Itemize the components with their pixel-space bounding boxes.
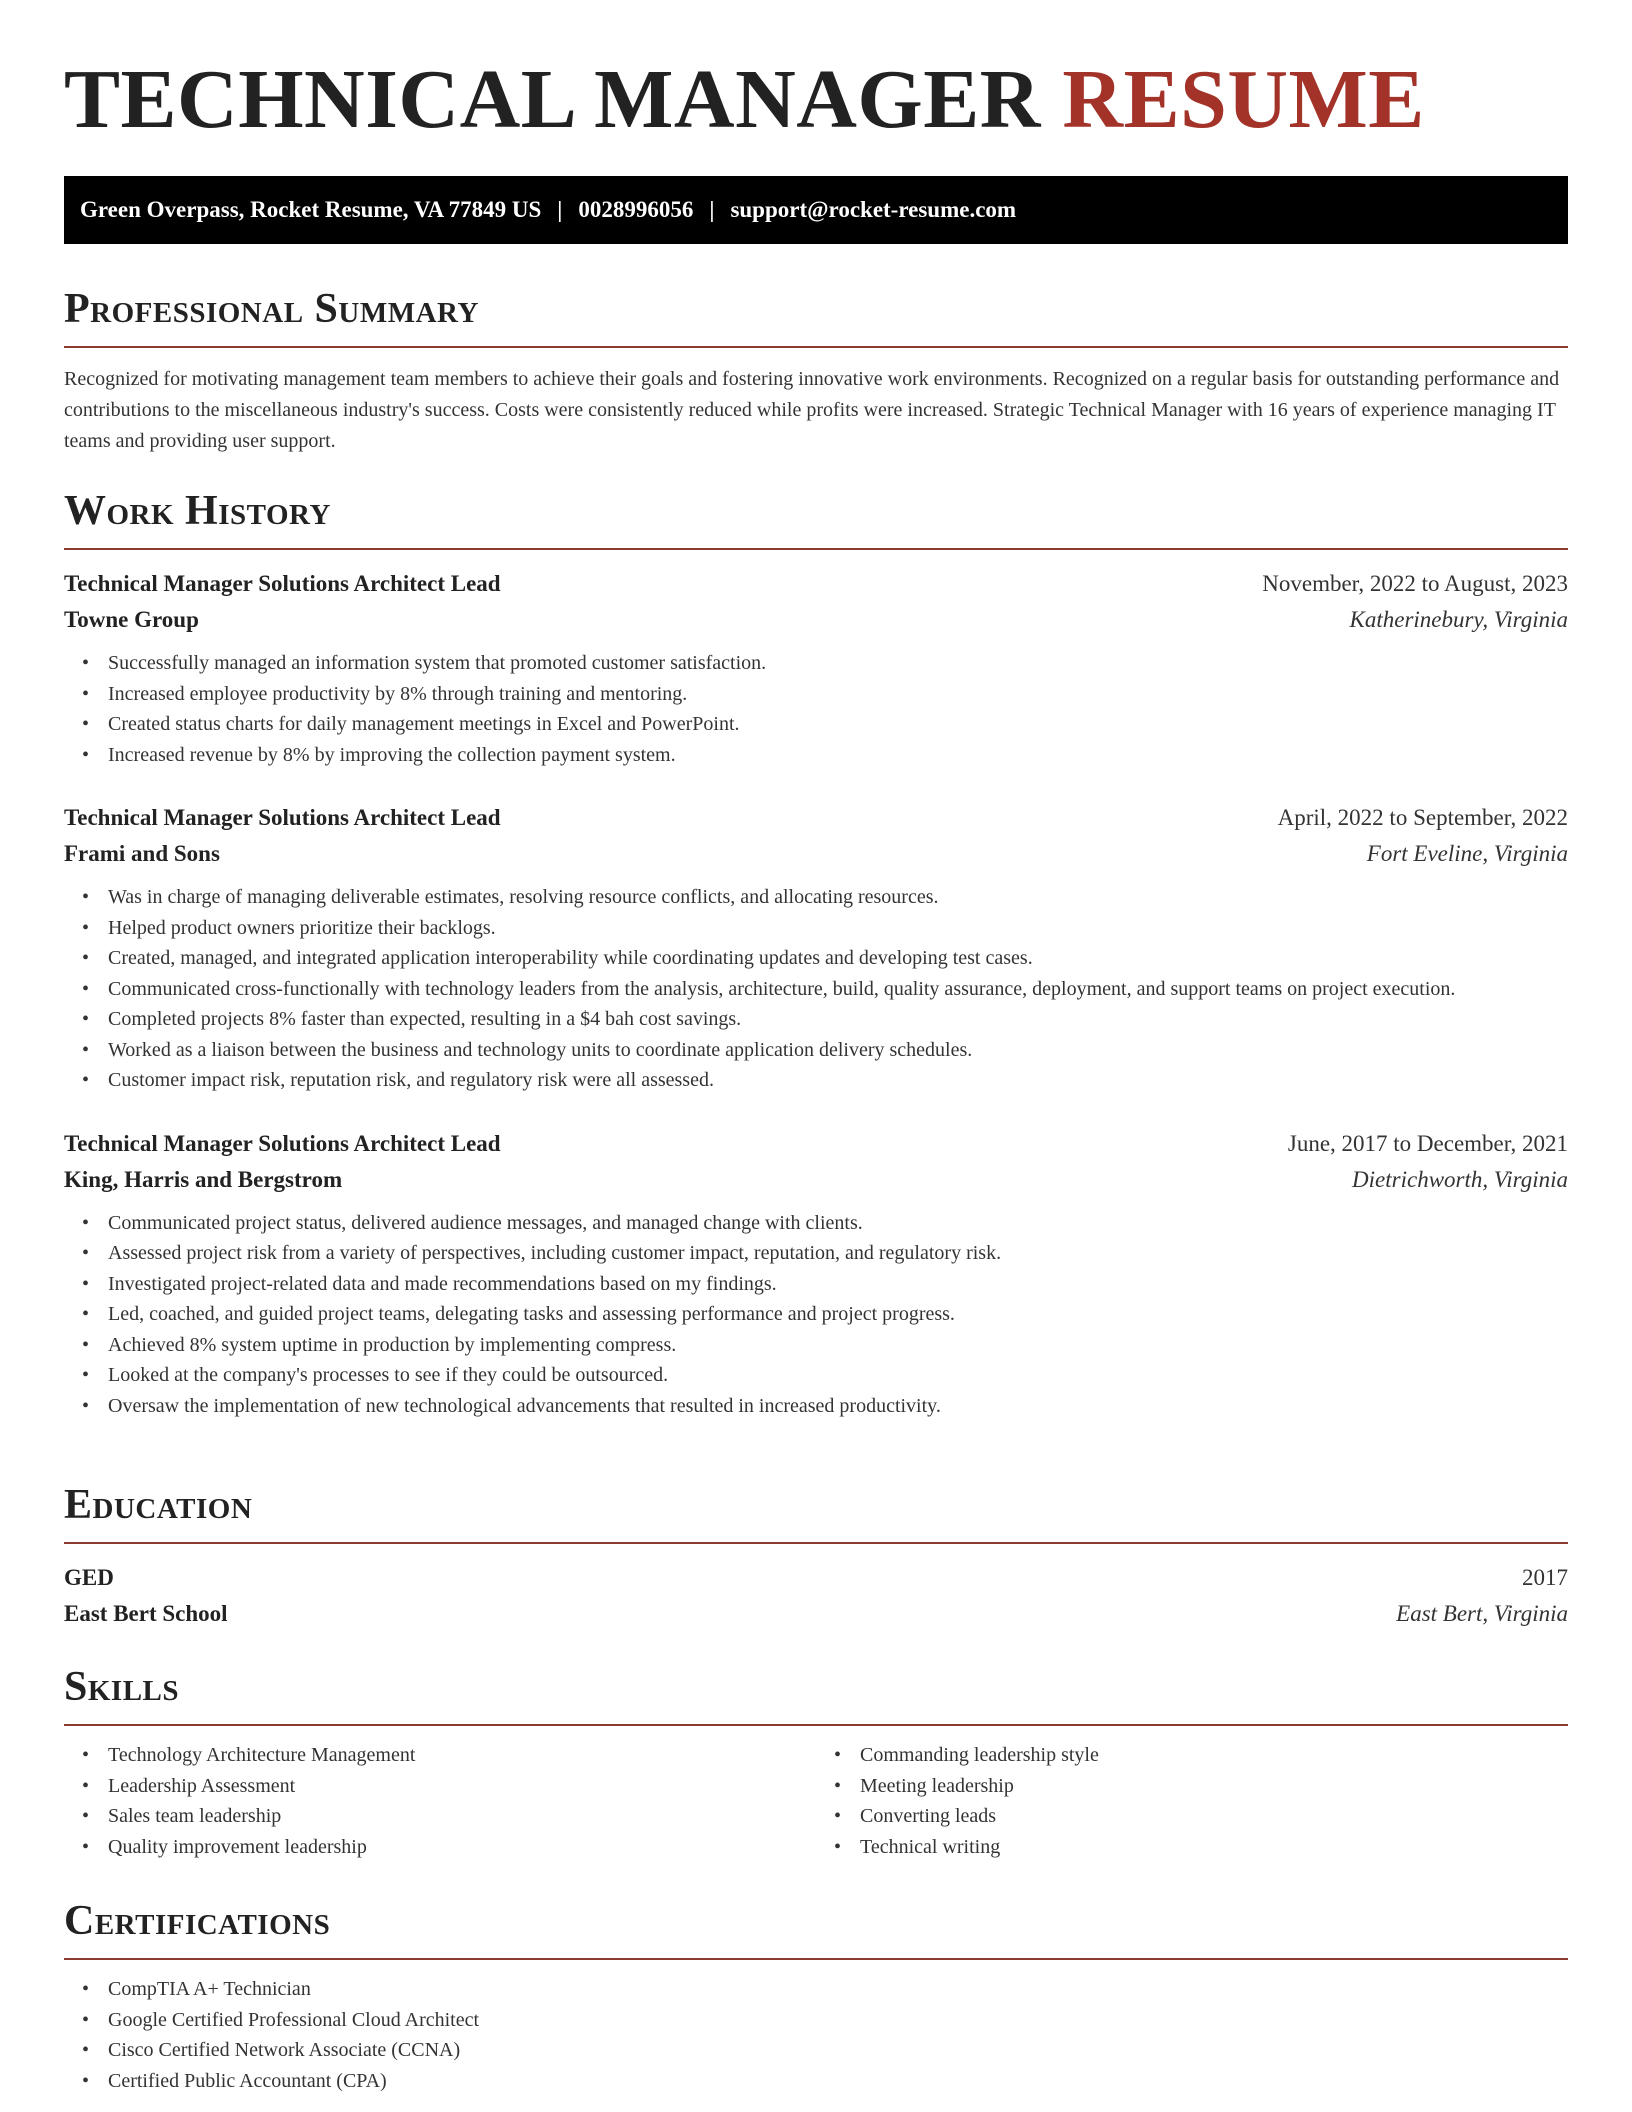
- job-entry: [64, 800, 1568, 1096]
- summary-heading: Professional Summary: [64, 286, 479, 332]
- job-bullet: • Communicated cross-functionally with technology leaders from the analysis, architecture, build, quality assurance, deployment, and support teams on project execution.: [108, 974, 1568, 1005]
- work-history-heading: Work History: [64, 488, 331, 534]
- job-bullets: [64, 648, 1568, 770]
- job-bullet: • Increased employee productivity by 8% through training and mentoring.: [108, 679, 1568, 710]
- education-section: [64, 1482, 1568, 1632]
- title-accent: RESUME: [1062, 53, 1425, 146]
- job-title: Technical Manager Solutions Architect Lead: [64, 571, 501, 597]
- contact-phone: 0028996056: [578, 197, 694, 222]
- education-heading: Education: [64, 1482, 253, 1528]
- certifications-list: [64, 1974, 1568, 2096]
- job-location: Fort Eveline, Virginia: [1366, 841, 1568, 867]
- job-bullet: • Led, coached, and guided project teams, delegating tasks and assessing performance and project progress.: [108, 1299, 1568, 1330]
- job-title: Technical Manager Solutions Architect Lead: [64, 1130, 501, 1156]
- job-bullet: • Successfully managed an information system that promoted customer satisfaction.: [108, 648, 1568, 679]
- job-bullet: • Looked at the company's processes to see if they could be outsourced.: [108, 1360, 1568, 1391]
- job-bullet: • Worked as a liaison between the business and technology units to coordinate application delivery schedules.: [108, 1035, 1568, 1066]
- certifications-heading: Certifications: [64, 1898, 331, 1944]
- job-dates: November, 2022 to August, 2023: [1262, 571, 1568, 597]
- job-bullet: • Helped product owners prioritize their backlogs.: [108, 913, 1568, 944]
- job-location: Dietrichworth, Virginia: [1352, 1166, 1568, 1192]
- summary-text: Recognized for motivating management team members to achieve their goals and fostering innovative work environments. Recognized on a regular basis for outstanding performance and contributions to the miscellaneous industry's success. Costs were consistently reduced while profits were increased. Strategic Technical Manager with 16 years of experience managing IT teams and providing user support.: [64, 368, 1560, 453]
- job-bullet: • Created status charts for daily management meetings in Excel and PowerPoint.: [108, 709, 1568, 740]
- skill-item: • Commanding leadership style: [860, 1740, 1568, 1771]
- job-bullets: [64, 1208, 1568, 1422]
- title-main: TECHNICAL MANAGER: [64, 53, 1041, 146]
- education-year: 2017: [1522, 1565, 1568, 1591]
- skills-list-left: [64, 1740, 816, 1862]
- job-bullet: • Oversaw the implementation of new technological advancements that resulted in increased productivity.: [108, 1391, 1568, 1422]
- job-bullets: [64, 882, 1568, 1096]
- job-bullet: • Completed projects 8% faster than expected, resulting in a $4 bah cost savings.: [108, 1004, 1568, 1035]
- certifications-section: [64, 1898, 1568, 2096]
- education-location: East Bert, Virginia: [1396, 1601, 1568, 1627]
- job-bullet: • Customer impact risk, reputation risk, and regulatory risk were all assessed.: [108, 1065, 1568, 1096]
- job-company: King, Harris and Bergstrom: [64, 1166, 343, 1192]
- skills-list-right: [816, 1740, 1568, 1862]
- skills-heading: Skills: [64, 1664, 180, 1710]
- skills-columns: [64, 1726, 1568, 1862]
- certification-item: • Certified Public Accountant (CPA): [108, 2066, 1568, 2097]
- education-degree: GED: [64, 1565, 114, 1591]
- job-entry: [64, 1126, 1568, 1422]
- resume-title: [64, 52, 1425, 149]
- work-history-section: [64, 488, 1568, 1421]
- skill-item: • Technology Architecture Management: [108, 1740, 816, 1771]
- certification-item: • CompTIA A+ Technician: [108, 1974, 1568, 2005]
- job-location: Katherinebury, Virginia: [1349, 607, 1568, 633]
- section-divider: [64, 548, 1568, 550]
- contact-separator: |: [709, 197, 715, 222]
- certification-item: • Cisco Certified Network Associate (CCNA): [108, 2035, 1568, 2066]
- job-bullet: • Communicated project status, delivered audience messages, and managed change with clients.: [108, 1208, 1568, 1239]
- contact-separator: |: [557, 197, 563, 222]
- skill-item: • Quality improvement leadership: [108, 1832, 816, 1863]
- job-dates: June, 2017 to December, 2021: [1287, 1130, 1568, 1156]
- education-school: East Bert School: [64, 1601, 228, 1627]
- skill-item: • Leadership Assessment: [108, 1771, 816, 1802]
- summary-section: [64, 286, 1568, 457]
- contact-bar: [64, 176, 1568, 244]
- job-bullet: • Achieved 8% system uptime in production by implementing compress.: [108, 1330, 1568, 1361]
- job-company: Towne Group: [64, 607, 199, 633]
- job-bullet: • Increased revenue by 8% by improving the collection payment system.: [108, 740, 1568, 771]
- job-bullet: • Created, managed, and integrated application interoperability while coordinating updates and developing test cases.: [108, 943, 1568, 974]
- skill-item: • Technical writing: [860, 1832, 1568, 1863]
- job-entry: [64, 566, 1568, 770]
- job-bullet: • Was in charge of managing deliverable estimates, resolving resource conflicts, and allocating resources.: [108, 882, 1568, 913]
- job-dates: April, 2022 to September, 2022: [1277, 805, 1568, 831]
- section-divider: [64, 346, 1568, 348]
- education-entry: [64, 1560, 1568, 1632]
- job-title: Technical Manager Solutions Architect Lead: [64, 805, 501, 831]
- contact-email[interactable]: support@rocket-resume.com: [730, 197, 1017, 222]
- section-divider: [64, 1542, 1568, 1544]
- skill-item: • Sales team leadership: [108, 1801, 816, 1832]
- skill-item: • Converting leads: [860, 1801, 1568, 1832]
- job-company: Frami and Sons: [64, 841, 220, 867]
- contact-address: Green Overpass, Rocket Resume, VA 77849 US: [80, 197, 542, 222]
- section-divider: [64, 1958, 1568, 1960]
- job-bullet: • Assessed project risk from a variety of perspectives, including customer impact, reputation, and regulatory risk.: [108, 1238, 1568, 1269]
- skill-item: • Meeting leadership: [860, 1771, 1568, 1802]
- job-bullet: • Investigated project-related data and made recommendations based on my findings.: [108, 1269, 1568, 1300]
- skills-section: [64, 1664, 1568, 1862]
- certification-item: • Google Certified Professional Cloud Architect: [108, 2005, 1568, 2036]
